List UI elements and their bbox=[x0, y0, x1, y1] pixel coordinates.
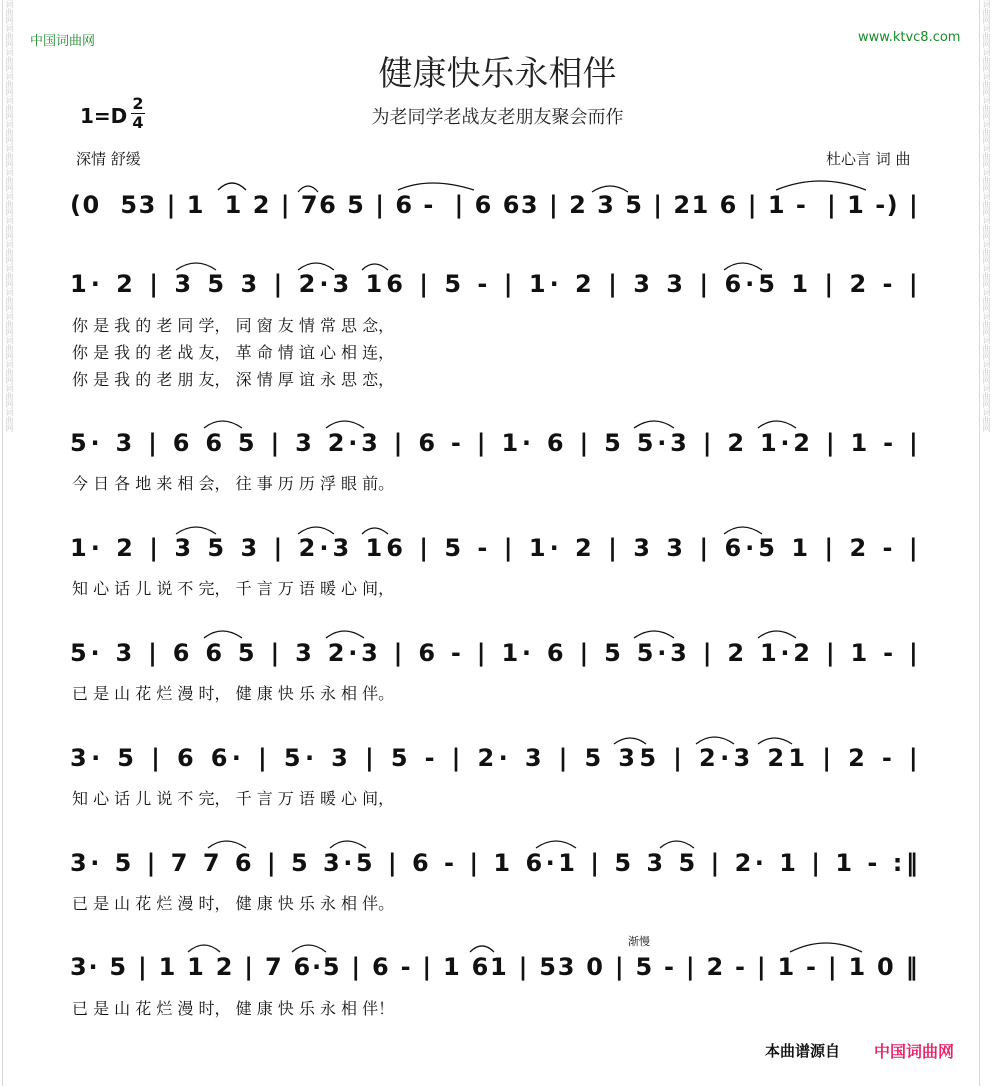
watermark-left: 词曲网词曲网词曲网词曲网词曲网词曲网词曲网词曲网词曲网词曲网词曲网词曲网词曲网词曲网词曲网词曲网词曲网词曲网 bbox=[2, 0, 15, 1086]
score-row-5: 3· 5 | 6 6· | 5· 3 | 5 - | 2· 3 | 5 35 | 2·3 21 | 2 - | bbox=[70, 744, 923, 772]
score-row-intro: (0 53 | 1 1 2 | 76 5 | 6 - | 6 63 | 2 3 5 | 21 6 | 1 - | 1 -) | bbox=[70, 191, 920, 219]
slur-intro-1 bbox=[218, 183, 246, 190]
tie-r7-end bbox=[790, 943, 862, 952]
slur-r3-b bbox=[298, 527, 334, 534]
slur-r5-a bbox=[614, 738, 646, 744]
slur-r3-c bbox=[362, 528, 388, 534]
lyrics-row-2: 今 日 各 地 来 相 会， 往 事 历 历 浮 眼 前。 bbox=[72, 474, 395, 493]
slur-r3-d bbox=[724, 527, 762, 534]
lyrics-row-4: 已 是 山 花 烂 漫 时， 健 康 快 乐 永 相 伴。 bbox=[72, 684, 395, 703]
slur-r5-c bbox=[758, 738, 792, 744]
author-credit: 杜心言 词 曲 bbox=[826, 150, 911, 168]
slur-r1-b bbox=[298, 263, 334, 270]
site-url-right[interactable]: www.ktvc8.com bbox=[858, 30, 961, 45]
lyrics-row-1-verse-3: 你 是 我 的 老 朋 友， 深 情 厚 谊 永 思 恋， bbox=[72, 370, 395, 389]
tie-intro-6 bbox=[398, 183, 474, 190]
tie-intro-1 bbox=[776, 181, 866, 190]
lyrics-row-1-verse-2: 你 是 我 的 老 战 友， 革 命 情 谊 心 相 连， bbox=[72, 343, 395, 362]
score-row-7: 3· 5 | 1 1 2 | 7 6·5 | 6 - | 1 61 | 53 0 | 5 - | 2 - | 1 - | 1 0 ‖ bbox=[70, 953, 920, 981]
slur-r2-d bbox=[758, 421, 796, 428]
lyrics-row-7: 已 是 山 花 烂 漫 时， 健 康 快 乐 永 相 伴！ bbox=[72, 999, 395, 1018]
slur-r5-b bbox=[696, 737, 734, 744]
slur-r6-a bbox=[208, 841, 246, 848]
lyrics-row-3: 知 心 话 儿 说 不 完， 千 言 万 语 暖 心 间， bbox=[72, 579, 395, 598]
source-site-link[interactable]: 中国词曲网 bbox=[874, 1042, 955, 1061]
slur-r1-c bbox=[362, 264, 388, 270]
slur-r4-d bbox=[758, 631, 796, 638]
score-row-4: 5· 3 | 6 6 5 | 3 2·3 | 6 - | 1· 6 | 5 5·3 | 2 1·2 | 1 - | bbox=[70, 639, 922, 667]
slur-r2-b bbox=[326, 421, 364, 428]
slur-r2-a bbox=[204, 421, 242, 428]
slur-r6-d bbox=[660, 841, 694, 848]
slur-r4-c bbox=[634, 631, 674, 638]
slur-intro-35 bbox=[592, 186, 628, 192]
ritardando-marking: 渐慢 bbox=[628, 935, 650, 948]
slur-r1-d bbox=[724, 263, 762, 270]
score-row-6: 3· 5 | 7 7 6 | 5 3·5 | 6 - | 1 6·1 | 5 3 5 | 2· 1 | 1 - :‖ bbox=[70, 849, 922, 877]
key-signature: 1=D bbox=[80, 104, 128, 128]
site-name-left[interactable]: 中国词曲网 bbox=[30, 34, 96, 49]
slur-r7-a bbox=[188, 945, 220, 952]
lyrics-row-5: 知 心 话 儿 说 不 完， 千 言 万 语 暖 心 间， bbox=[72, 789, 395, 808]
slur-r6-b bbox=[330, 841, 366, 848]
slur-r4-b bbox=[326, 631, 364, 638]
lyrics-row-6: 已 是 山 花 烂 漫 时， 健 康 快 乐 永 相 伴。 bbox=[72, 894, 395, 913]
lyrics-row-1-verse-1: 你 是 我 的 老 同 学， 同 窗 友 情 常 思 念， bbox=[72, 316, 395, 335]
score-row-1: 1· 2 | 3 5 3 | 2·3 16 | 5 - | 1· 2 | 3 3 | 6·5 1 | 2 - | bbox=[70, 270, 922, 298]
slur-r3-a bbox=[176, 527, 216, 534]
source-label: 本曲谱源自 bbox=[765, 1042, 841, 1060]
slur-r7-b bbox=[292, 945, 326, 952]
slur-r1-a bbox=[176, 263, 216, 270]
slur-r4-a bbox=[204, 631, 242, 638]
song-title: 健康快乐永相伴 bbox=[378, 54, 617, 94]
score-row-2: 5· 3 | 6 6 5 | 3 2·3 | 6 - | 1· 6 | 5 5·3 | 2 1·2 | 1 - | bbox=[70, 429, 922, 457]
slur-r7-c bbox=[470, 946, 494, 952]
slur-r6-c bbox=[536, 841, 576, 848]
tempo-marking: 深情 舒缓 bbox=[76, 150, 141, 168]
song-subtitle: 为老同学老战友老朋友聚会而作 bbox=[371, 107, 624, 128]
slur-intro-2 bbox=[298, 186, 318, 192]
score-row-3: 1· 2 | 3 5 3 | 2·3 16 | 5 - | 1· 2 | 3 3 | 6·5 1 | 2 - | bbox=[70, 534, 922, 562]
time-sig-bottom: 4 bbox=[132, 113, 144, 132]
watermark-right: 词曲网词曲网词曲网词曲网词曲网词曲网词曲网词曲网词曲网词曲网词曲网词曲网词曲网词曲网词曲网词曲网词曲网词曲网 bbox=[979, 0, 992, 1086]
time-sig-top: 2 bbox=[132, 94, 144, 113]
slur-r2-c bbox=[634, 421, 674, 428]
